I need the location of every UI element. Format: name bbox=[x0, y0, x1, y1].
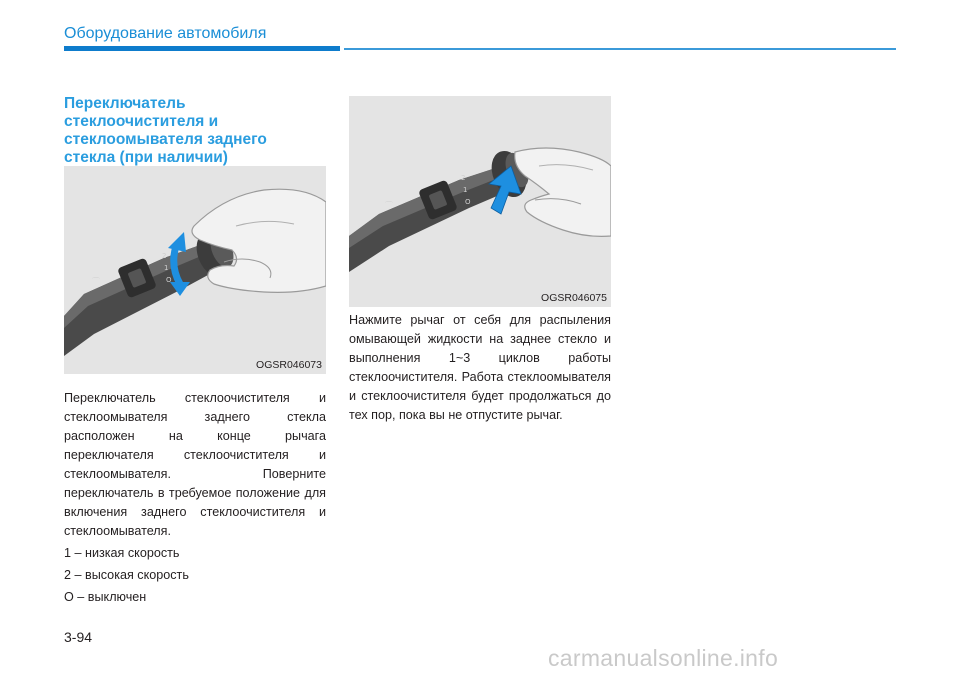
page-header-title: Оборудование автомобиля bbox=[64, 25, 267, 42]
section-title-line: Переключатель bbox=[64, 95, 186, 112]
section-title bbox=[64, 95, 326, 167]
list-item-off: O – выключен bbox=[64, 590, 147, 604]
svg-text:1: 1 bbox=[463, 186, 468, 194]
svg-text:⌒: ⌒ bbox=[385, 201, 393, 210]
figure-code: OGSR046075 bbox=[541, 292, 607, 304]
rear-wiper-switch-rotate-illustration bbox=[64, 166, 326, 374]
column2-text bbox=[349, 311, 611, 425]
svg-text:O: O bbox=[465, 198, 471, 206]
section-title-line: стеклоомывателя заднего bbox=[64, 131, 267, 148]
svg-text:2: 2 bbox=[461, 174, 466, 182]
svg-text:1: 1 bbox=[164, 264, 169, 272]
watermark: carmanualsonline.info bbox=[548, 645, 779, 671]
section-title-line: стекла (при наличии) bbox=[64, 149, 228, 166]
column2-paragraph: Нажмите рычаг от себя для распыления омывающей жидкости на заднее стекло и выполнения 1~3 циклов работы стеклоочистителя. Работа стеклоомывателя и стеклоочистителя будет продолжаться до тех пор, пока вы не отпустите рычаг. bbox=[349, 313, 611, 422]
column1-text bbox=[64, 389, 326, 607]
header-rule-thick bbox=[64, 46, 340, 51]
page-number: 3-94 bbox=[64, 629, 93, 645]
column1-paragraph: Переключатель стеклоочистителя и стеклоомывателя заднего стекла расположен на конце рычага переключателя стеклоочистителя и стеклоомывателя. Поверните переключатель в требуемое положение для включения заднего стеклоочистителя и стеклоомывателя. bbox=[64, 391, 326, 538]
svg-text:O: O bbox=[166, 276, 172, 284]
figure-rotate-switch bbox=[64, 166, 326, 374]
figure-code: OGSR046073 bbox=[256, 359, 322, 371]
svg-text:2: 2 bbox=[162, 252, 167, 260]
svg-text:⌒: ⌒ bbox=[92, 277, 100, 286]
list-item-low-speed: 1 – низкая скорость bbox=[64, 546, 180, 560]
list-item-high-speed: 2 – высокая скорость bbox=[64, 568, 189, 582]
section-title-line: стеклоочистителя и bbox=[64, 113, 219, 130]
figure-push-lever bbox=[349, 96, 611, 307]
rear-washer-push-illustration bbox=[349, 96, 611, 307]
header-rule-thin bbox=[344, 48, 896, 50]
